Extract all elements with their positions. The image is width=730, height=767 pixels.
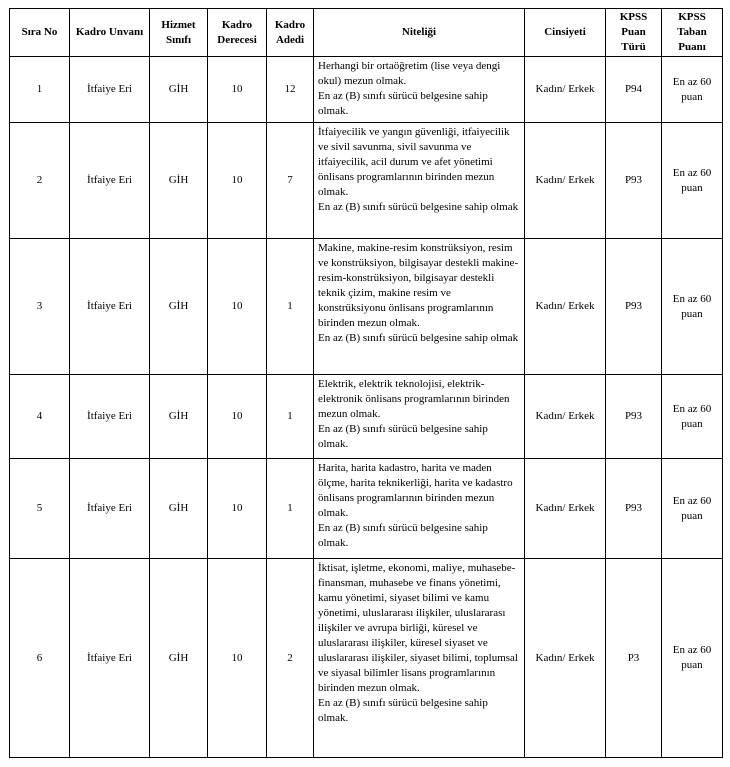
- cell-sira-no: 2: [10, 123, 70, 239]
- cell-kadro-unvani: İtfaiye Eri: [70, 559, 150, 758]
- cell-kadro-unvani: İtfaiye Eri: [70, 375, 150, 459]
- cell-hizmet-sinifi: GİH: [150, 459, 208, 559]
- cell-niteligi: [314, 123, 525, 239]
- cell-kpss-puan-turu: P93: [606, 123, 662, 239]
- header-niteligi: Niteliği: [314, 9, 525, 57]
- cell-cinsiyeti: Kadın/ Erkek: [525, 559, 606, 758]
- cell-kadro-derecesi: 10: [208, 239, 267, 375]
- cell-hizmet-sinifi: GİH: [150, 559, 208, 758]
- cell-sira-no: 1: [10, 57, 70, 123]
- header-kpss-puan-turu: KPSS Puan Türü: [606, 9, 662, 57]
- kadro-table: [9, 8, 723, 758]
- table-row: [10, 459, 723, 559]
- table-row: [10, 57, 723, 123]
- cell-kadro-adedi: 12: [267, 57, 314, 123]
- cell-kpss-puan-turu: P93: [606, 375, 662, 459]
- cell-kpss-puan-turu: P93: [606, 239, 662, 375]
- cell-cinsiyeti: Kadın/ Erkek: [525, 239, 606, 375]
- header-row: [10, 9, 723, 57]
- cell-hizmet-sinifi: GİH: [150, 57, 208, 123]
- cell-kadro-unvani: İtfaiye Eri: [70, 123, 150, 239]
- cell-cinsiyeti: Kadın/ Erkek: [525, 375, 606, 459]
- surucu-belgesi-text: En az (B) sınıfı sürücü belgesine sahip olmak: [318, 200, 519, 213]
- header-kadro-adedi: Kadro Adedi: [267, 9, 314, 57]
- table-row: [10, 375, 723, 459]
- cell-kadro-unvani: İtfaiye Eri: [70, 57, 150, 123]
- cell-kadro-adedi: 1: [267, 459, 314, 559]
- cell-cinsiyeti: Kadın/ Erkek: [525, 123, 606, 239]
- nitelik-text: İktisat, işletme, ekonomi, maliye, muhasebe-finansman, muhasebe ve finans yönetimi, kamu yönetimi, siyaset bilimi ve kamu yönetimi, uluslararası ilişkiler, uluslararası ilişkiler ve avrupa birliği, küresel ve uluslararası ilişkiler, küresel siyaset ve uluslararası ilişkiler, siyaset bilimi, toplumsal ve siyasal bilimler lisans programlarının birinden mezun olmak.: [318, 562, 518, 694]
- header-kpss-taban-puani: KPSS Taban Puanı: [662, 9, 723, 57]
- cell-kadro-adedi: 1: [267, 375, 314, 459]
- cell-hizmet-sinifi: GİH: [150, 375, 208, 459]
- nitelik-text: Herhangi bir ortaöğretim (lise veya dengi okul) mezun olmak.: [318, 60, 501, 87]
- cell-niteligi: [314, 239, 525, 375]
- cell-hizmet-sinifi: GİH: [150, 239, 208, 375]
- cell-kpss-puan-turu: P3: [606, 559, 662, 758]
- header-sira-no: Sıra No: [10, 9, 70, 57]
- surucu-belgesi-text: En az (B) sınıfı sürücü belgesine sahip olmak.: [318, 89, 488, 117]
- table-row: [10, 559, 723, 758]
- cell-kadro-derecesi: 10: [208, 559, 267, 758]
- header-kadro-unvani: Kadro Unvanı: [70, 9, 150, 57]
- surucu-belgesi-text: En az (B) sınıfı sürücü belgesine sahip olmak.: [318, 521, 488, 549]
- cell-kadro-adedi: 7: [267, 123, 314, 239]
- cell-kadro-unvani: İtfaiye Eri: [70, 239, 150, 375]
- header-cinsiyeti: Cinsiyeti: [525, 9, 606, 57]
- surucu-belgesi-text: En az (B) sınıfı sürücü belgesine sahip olmak.: [318, 422, 488, 450]
- nitelik-text: Makine, makine-resim konstrüksiyon, resim ve konstrüksiyon, bilgisayar destekli makine-resim-konstrüksiyon, bilgisayar destekli teknik çizim, makine resim ve konstrüksiyonu önlisans programlarının birinden mezun olmak.: [318, 242, 519, 329]
- cell-niteligi: [314, 459, 525, 559]
- document-page: [9, 8, 723, 758]
- cell-cinsiyeti: Kadın/ Erkek: [525, 57, 606, 123]
- cell-sira-no: 5: [10, 459, 70, 559]
- header-kadro-derecesi: Kadro Derecesi: [208, 9, 267, 57]
- cell-niteligi: [314, 559, 525, 758]
- surucu-belgesi-text: En az (B) sınıfı sürücü belgesine sahip olmak.: [318, 696, 488, 724]
- nitelik-text: Harita, harita kadastro, harita ve maden ölçme, harita teknikerliği, harita ve kadastro önlisans programlarının birinden mezun olmak.: [318, 462, 513, 519]
- cell-kadro-adedi: 2: [267, 559, 314, 758]
- cell-kadro-derecesi: 10: [208, 459, 267, 559]
- nitelik-text: İtfaiyecilik ve yangın güvenliği, itfaiyecilik ve sivil savunma, sivil savunma ve itfaiyecilik, acil durum ve afet yönetimi önlisans programlarının birinden mezun olmak.: [318, 126, 510, 198]
- header-hizmet-sinifi: Hizmet Sınıfı: [150, 9, 208, 57]
- cell-kpss-taban-puani: En az 60 puan: [662, 123, 723, 239]
- cell-kpss-taban-puani: En az 60 puan: [662, 559, 723, 758]
- cell-kadro-derecesi: 10: [208, 57, 267, 123]
- cell-sira-no: 4: [10, 375, 70, 459]
- cell-kpss-taban-puani: En az 60 puan: [662, 375, 723, 459]
- cell-hizmet-sinifi: GİH: [150, 123, 208, 239]
- cell-kpss-puan-turu: P93: [606, 459, 662, 559]
- cell-kpss-taban-puani: En az 60 puan: [662, 459, 723, 559]
- cell-niteligi: [314, 375, 525, 459]
- cell-kadro-derecesi: 10: [208, 375, 267, 459]
- cell-sira-no: 3: [10, 239, 70, 375]
- cell-sira-no: 6: [10, 559, 70, 758]
- cell-niteligi: [314, 57, 525, 123]
- cell-kadro-unvani: İtfaiye Eri: [70, 459, 150, 559]
- cell-kadro-adedi: 1: [267, 239, 314, 375]
- nitelik-text: Elektrik, elektrik teknolojisi, elektrik-elektronik önlisans programlarının birinden mezun olmak.: [318, 378, 510, 420]
- cell-kpss-taban-puani: En az 60 puan: [662, 57, 723, 123]
- cell-kadro-derecesi: 10: [208, 123, 267, 239]
- surucu-belgesi-text: En az (B) sınıfı sürücü belgesine sahip olmak: [318, 331, 519, 344]
- table-row: [10, 123, 723, 239]
- cell-cinsiyeti: Kadın/ Erkek: [525, 459, 606, 559]
- table-row: [10, 239, 723, 375]
- cell-kpss-taban-puani: En az 60 puan: [662, 239, 723, 375]
- cell-kpss-puan-turu: P94: [606, 57, 662, 123]
